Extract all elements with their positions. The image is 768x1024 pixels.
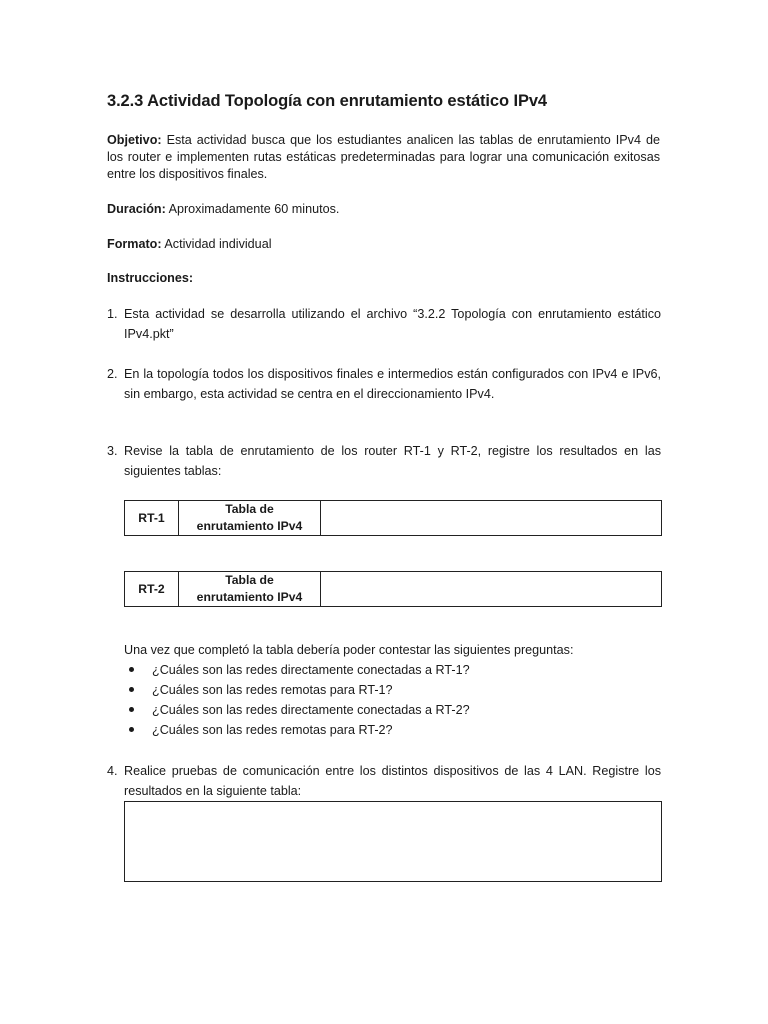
results-table-box[interactable] (124, 801, 662, 882)
duration-paragraph (107, 201, 660, 218)
questions-intro: Una vez que completó la tabla debería poder contestar las siguientes preguntas: (124, 643, 574, 657)
question-text: ¿Cuáles son las redes remotas para RT-1? (152, 683, 393, 697)
objective-label: Objetivo: (107, 133, 162, 147)
format-label: Formato: (107, 237, 162, 251)
step-text: Realice pruebas de comunicación entre los distintos dispositivos de las 4 LAN. Registre los resultados en la siguiente tabla: (124, 764, 661, 798)
router-name-cell: RT-2 (125, 572, 179, 607)
instructions-heading: Instrucciones: (107, 271, 194, 285)
routing-table-input-cell[interactable] (321, 572, 662, 607)
table-header-cell (179, 501, 321, 536)
format-text: Actividad individual (161, 237, 272, 251)
question-text: ¿Cuáles son las redes remotas para RT-2? (152, 723, 393, 737)
table-header-line: Tabla de (225, 573, 274, 587)
rt2-routing-table (124, 571, 662, 607)
rt1-routing-table (124, 500, 662, 536)
question-text: ¿Cuáles son las redes directamente conectadas a RT-1? (152, 663, 470, 677)
question-text: ¿Cuáles son las redes directamente conectadas a RT-2? (152, 703, 470, 717)
duration-label: Duración: (107, 202, 166, 216)
bullet-icon (129, 727, 134, 732)
routing-table-input-cell[interactable] (321, 501, 662, 536)
table-header-cell (179, 572, 321, 607)
step-text: En la topología todos los dispositivos finales e intermedios están configurados con IPv4 e IPv6, sin embargo, esta actividad se centra en el direccionamiento IPv4. (124, 367, 661, 401)
bullet-icon (129, 667, 134, 672)
bullet-icon (129, 707, 134, 712)
bullet-icon (129, 687, 134, 692)
table-header-line: Tabla de (225, 502, 274, 516)
table-header-line: enrutamiento IPv4 (196, 519, 303, 533)
router-name-cell: RT-1 (125, 501, 179, 536)
step-number: 2. (107, 367, 118, 381)
step-number: 4. (107, 764, 118, 778)
table-header-line: enrutamiento IPv4 (196, 590, 303, 604)
step-number: 1. (107, 307, 118, 321)
objective-text: Esta actividad busca que los estudiantes analicen las tablas de enrutamiento IPv4 de los router e implementen rutas estáticas predeterminadas para lograr una comunicación exitosas entre los dispositivos finales. (107, 133, 660, 181)
duration-text: Aproximadamente 60 minutos. (165, 202, 340, 216)
step-text: Revise la tabla de enrutamiento de los router RT-1 y RT-2, registre los resultados en las siguientes tablas: (124, 444, 661, 478)
format-paragraph (107, 236, 660, 253)
step-number: 3. (107, 444, 118, 458)
objective-paragraph (107, 132, 660, 183)
page-title: 3.2.3 Actividad Topología con enrutamiento estático IPv4 (107, 92, 547, 110)
step-text: Esta actividad se desarrolla utilizando el archivo “3.2.2 Topología con enrutamiento estático IPv4.pkt” (124, 307, 661, 341)
